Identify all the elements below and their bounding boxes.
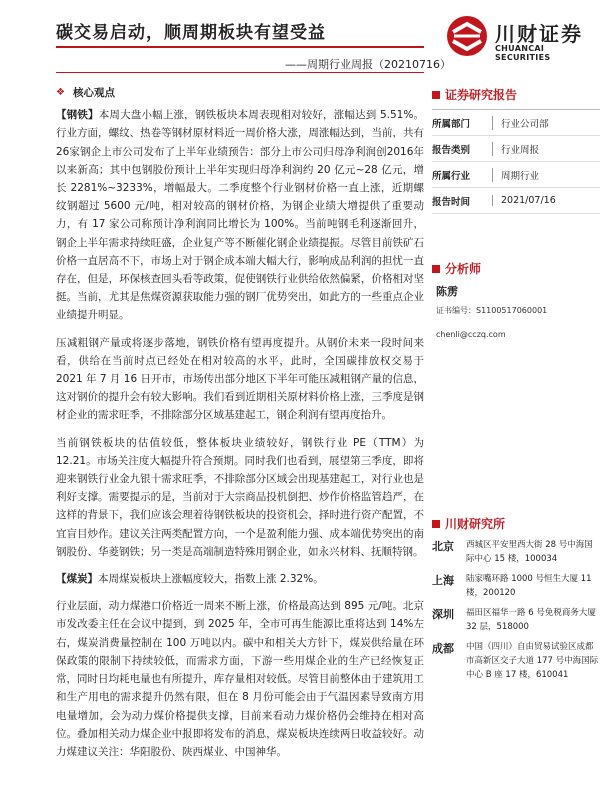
chuancai-logo-icon — [445, 14, 489, 58]
analyst-title: 分析师 — [445, 262, 482, 276]
steel-paragraph-3: 当前钢铁板块的估值较低，整体板块业绩较好，钢铁行业 PE（TTM）为 12.21。市场关注度大幅提升符合预期。同时我们也看到，展望第三季度，即将迎来钢铁行业金九银十需求旺季，不排除部分区域会出现基建起工，对行业也是利好支撑。需要提示的是，当前对于大宗商品投机倒把、炒作价格监管趋严，在这样的背景下，我们应该会理着待钢铁板块的投资机会，择时进行资产配置，不宜盲目炒作。建议关注两类配置方向，一个是盈利能力强、成本端优势突出的南钢股份、华菱钢铁；另一类是高端制造特殊用钢企业，如永兴材料、抚顺特钢。 — [56, 436, 424, 558]
info-value: 周期行业 — [492, 168, 539, 182]
info-row — [432, 162, 600, 188]
report-info-title: 证券研究报告 — [445, 88, 518, 102]
coal-tag: 【煤炭】 — [56, 573, 98, 586]
office-address: 西城区平安里西大街 28 号中海国际中心 15 楼，100034 — [466, 540, 593, 564]
logo-chinese-name: 川财证券 — [495, 22, 583, 46]
office-city: 上海 — [432, 574, 454, 587]
core-view-heading — [56, 84, 424, 102]
report-subtitle: ——周期行业周报（20210716） — [285, 58, 451, 71]
analyst-email[interactable]: chenli@cczq.com — [436, 330, 506, 339]
office-shanghai — [432, 572, 600, 600]
office-city: 成都 — [432, 642, 454, 655]
analyst-heading — [432, 260, 600, 277]
info-key: 报告时间 — [432, 196, 471, 208]
coal-paragraph-1 — [56, 570, 424, 588]
info-row — [432, 110, 600, 136]
info-key: 所属行业 — [432, 170, 471, 182]
info-key: 所属部门 — [432, 118, 471, 130]
office-beijing — [432, 538, 600, 566]
info-value: 2021/07/16 — [492, 195, 556, 206]
logo-english-name: CHUANCAI SECURITIES — [495, 44, 551, 62]
coal-text-1: 本周煤炭板块上涨幅度较大，指数上涨 2.32%。 — [98, 573, 324, 586]
square-bullet-icon — [432, 520, 440, 528]
header-rule-top — [56, 46, 424, 48]
steel-paragraph-1 — [56, 106, 424, 324]
office-address: 中国（四川）自由贸易试验区成都市高新区交子大道 177 号中海国际中心 B 座 17 楼，610041 — [466, 642, 599, 680]
steel-paragraph-2: 压减粗钢产量或将逐步落地，钢铁价格有望再度提升。从钢价未来一段时间来看，供给在当前时点已经处在相对较高的水平，此时，全国碳排放权交易于 2021 年 7 月 16 日开市，市场传出部分地区下半年可能压减粗钢产量的信息，这对钢价的提升会有较大影响。我们看到近期相关原材料价格上涨，三季度是钢材企业的需求旺季，不排除部分区域基建起工，钢企利润有望再度抬升。 — [56, 336, 424, 422]
info-key: 报告类别 — [432, 144, 471, 156]
report-info-table — [432, 109, 600, 214]
info-value: 行业周报 — [492, 142, 539, 156]
info-row — [432, 136, 600, 162]
core-view-label: 核心观点 — [72, 87, 115, 99]
square-bullet-icon — [432, 265, 440, 273]
office-city: 深圳 — [432, 608, 454, 621]
info-row — [432, 188, 600, 214]
report-info-heading — [432, 86, 600, 103]
diamond-icon: ❖ — [56, 87, 65, 98]
analyst-name: 陈雳 — [436, 285, 458, 298]
square-bullet-icon — [432, 91, 440, 99]
office-address: 陆家嘴环路 1000 号恒生大厦 11 楼，200120 — [466, 574, 592, 598]
header-rule-bottom — [56, 72, 424, 73]
steel-text-1: 本周大盘小幅上涨，钢铁板块本周表现相对较好，涨幅达到 5.51%。行业方面，螺纹、热卷等钢材原材料近一周价格大涨，周涨幅达到，当前，共有26家钢企上市公司发布了上半年业绩预告：部分上市公司归母净利润创2016年以来新高；其中包钢股份预计上半年实现归母净利润约 20 亿元~28 亿元，增长 2281%~3233%，增幅最大。二季度整个行业钢材价格一直上涨，近期螺纹钢超过 5600 元/吨，相对较高的钢材价格，为钢企业绩大增提供了重要动力，有 17 家公司称预计净利润同比增长为 100%。当前吨钢毛利逐渐回升，钢企上半年需求持续旺盛，企业复产等不断催化钢企业绩提振。尽管目前铁矿石价格一直居高不下，市场上对于钢企成本端大幅大行，影响成品利润的担忧一直存在，但是，环保核查回头看等政策，促使钢铁行业供给依然偏紧，价格相对坚挺。当前，尤其是焦煤资源获取能力强的钢厂优势突出，如此方的一些重点企业业绩提升明显。 — [56, 109, 424, 322]
info-value: 行业公司部 — [492, 116, 549, 130]
coal-paragraph-2: 行业层面，动力煤港口价格近一周来不断上涨，价格最高达到 895 元/吨。北京市发改委主任在会议中提到，到 2025 年，全市可再生能源比重将达到 14%左右，煤炭消费量控制在 100 万吨以内。碳中和相关大方针下，煤炭供给量在环保政策的限制下持续较低，而需求方面，下游一些用煤企业的生产已经恢复正常，同时日均耗电量也有所提升，库存量相对较低。尽管目前整体由于建筑用工和生产用电的需求提升仍然有限，但在 8 月份可能会由于气温因素导致南方用电量增加，会为动力煤价格提供支撑，目前来看动力煤价格仍会维持在相对高位。叠加相关动力煤企业中报即将发布的消息，煤炭板块连续两日收益较好。动力煤建议关注：华阳股份、陕西煤业、中国神华。 — [56, 600, 424, 758]
office-shenzhen — [432, 606, 600, 634]
company-logo — [445, 14, 595, 62]
steel-tag: 【钢铁】 — [56, 109, 99, 122]
office-city: 北京 — [432, 540, 454, 553]
institute-title: 川财研究所 — [445, 517, 506, 531]
office-chengdu — [432, 640, 600, 682]
main-content — [56, 84, 424, 770]
analyst-certificate: 证书编号：S1100517060001 — [436, 306, 548, 315]
office-address: 福田区福华一路 6 号免税商务大厦 32 层，518000 — [466, 608, 596, 632]
report-title: 碳交易启动，顺周期板块有望受益 — [56, 23, 326, 43]
institute-heading — [432, 515, 600, 532]
sidebar — [432, 86, 600, 682]
